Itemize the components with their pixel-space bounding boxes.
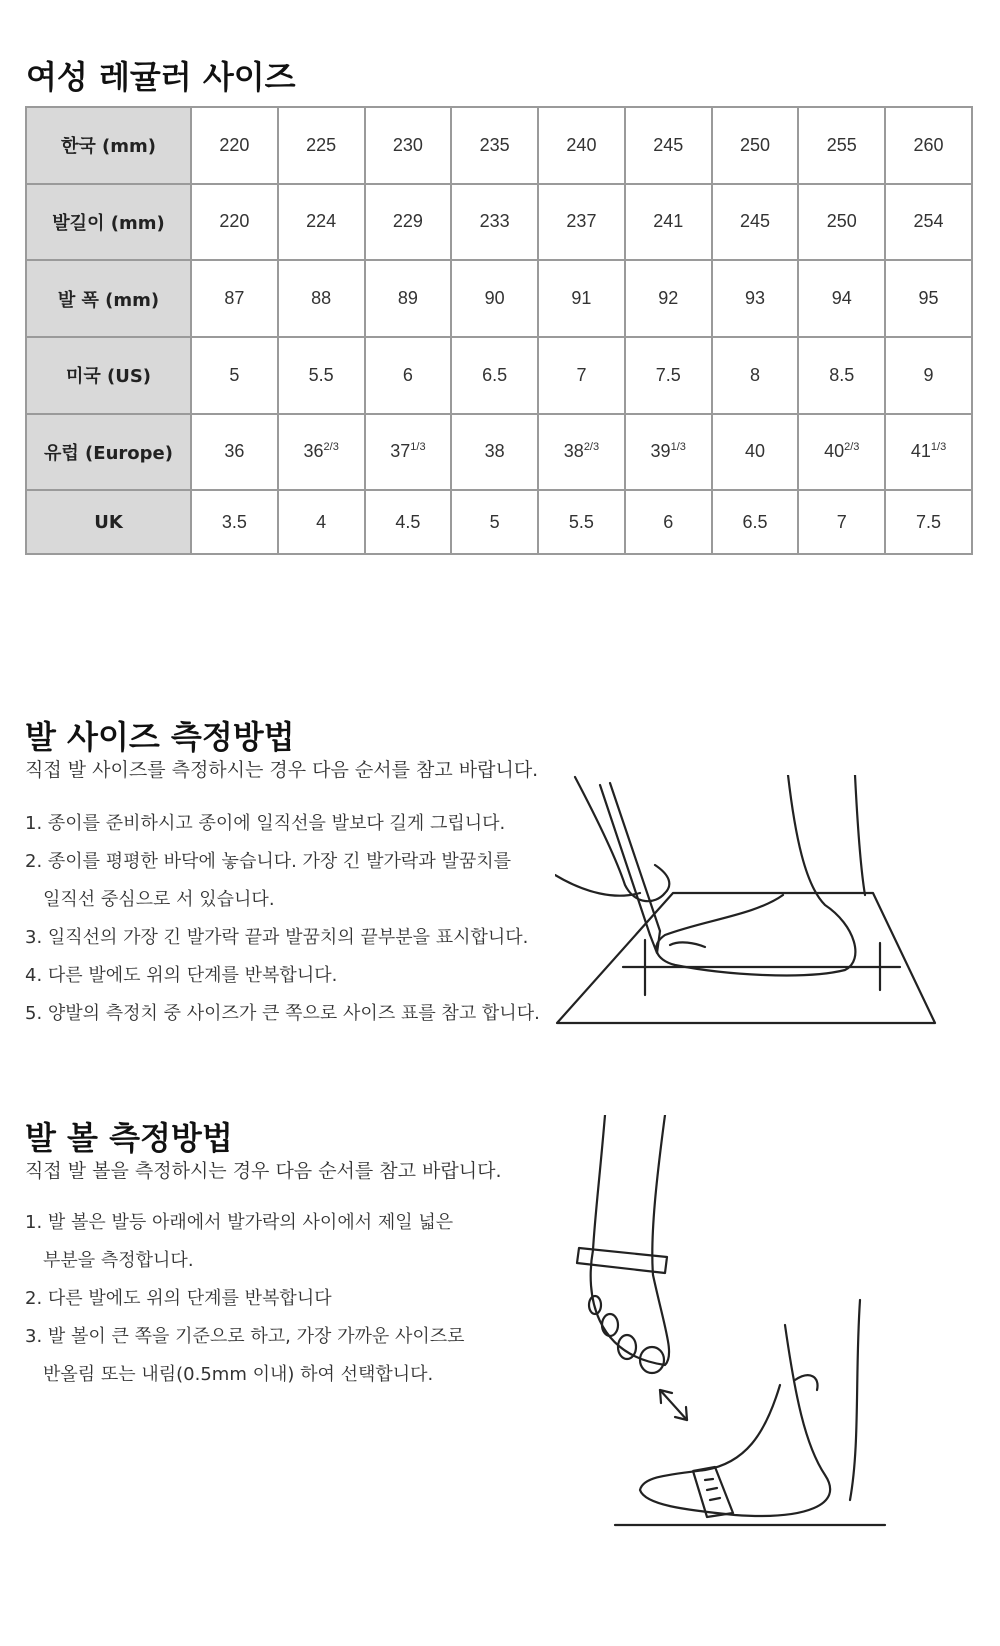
- step-text: 3. 발 볼이 큰 쪽을 기준으로 하고, 가장 가까운 사이즈로: [25, 1326, 465, 1347]
- step-item: [25, 1204, 465, 1280]
- fraction-sup: 2/3: [583, 441, 600, 454]
- row-header: 미국 (US): [26, 337, 191, 414]
- size-cell: 6: [365, 337, 452, 414]
- row-header: 한국 (mm): [26, 107, 191, 184]
- step-text-cont: 반올림 또는 내림(0.5mm 이내) 하여 선택합니다.: [43, 1364, 434, 1385]
- size-cell: 220: [191, 107, 278, 184]
- size-cell: $38^{2/3}$: [538, 414, 625, 491]
- fraction-sup: 1/3: [410, 441, 426, 454]
- size-row: [26, 260, 972, 337]
- size-row: [26, 490, 972, 554]
- size-cell: 230: [365, 107, 452, 184]
- row-header: 발 폭 (mm): [26, 260, 191, 337]
- step-text: 5. 양발의 측정치 중 사이즈가 큰 쪽으로 사이즈 표를 참고 합니다.: [25, 1003, 540, 1024]
- step-item: [25, 919, 540, 957]
- size-cell: 7.5: [885, 490, 972, 554]
- size-cell: 241: [625, 184, 712, 261]
- step-item: [25, 1280, 465, 1318]
- pencil-icon: [600, 785, 650, 935]
- side-tape: [693, 1467, 733, 1517]
- size-cell: 6.5: [451, 337, 538, 414]
- foot-width-illustration: [555, 1115, 935, 1540]
- step-text: 4. 다른 발에도 위의 단계를 반복합니다.: [25, 965, 338, 986]
- size-cell: 40: [712, 414, 799, 491]
- size-cell: 235: [451, 107, 538, 184]
- foot-size-steps: [25, 805, 540, 1033]
- size-cell: 3.5: [191, 490, 278, 554]
- size-cell: 254: [885, 184, 972, 261]
- size-cell: 250: [798, 184, 885, 261]
- size-row: [26, 337, 972, 414]
- size-cell: 4: [278, 490, 365, 554]
- size-cell: $40^{2/3}$: [798, 414, 885, 491]
- size-cell: 220: [191, 184, 278, 261]
- step-item: [25, 1318, 465, 1394]
- size-cell: 245: [625, 107, 712, 184]
- fraction-sup: 2/3: [844, 441, 860, 454]
- size-cell: 95: [885, 260, 972, 337]
- size-cell: 94: [798, 260, 885, 337]
- double-arrow-icon: [660, 1390, 687, 1420]
- step-text: 2. 다른 발에도 위의 단계를 반복합니다: [25, 1288, 332, 1309]
- size-cell: 7: [798, 490, 885, 554]
- size-cell: 9: [885, 337, 972, 414]
- step-text: 2. 종이를 평평한 바닥에 놓습니다. 가장 긴 발가락과 발꿈치를: [25, 851, 511, 872]
- foot-outline: [656, 775, 855, 975]
- step-text: 1. 종이를 준비하시고 종이에 일직선을 발보다 길게 그립니다.: [25, 813, 506, 834]
- size-cell: 233: [451, 184, 538, 261]
- size-cell: 224: [278, 184, 365, 261]
- step-text: 1. 발 볼은 발등 아래에서 발가락의 사이에서 제일 넓은: [25, 1212, 454, 1233]
- foot-size-intro: 직접 발 사이즈를 측정하시는 경우 다음 순서를 참고 바랍니다.: [25, 759, 539, 781]
- size-cell: 89: [365, 260, 452, 337]
- fraction-sup: 1/3: [670, 441, 686, 454]
- size-cell: 93: [712, 260, 799, 337]
- fraction-sup: 1/3: [930, 441, 947, 454]
- size-chart-table: [25, 106, 973, 555]
- step-text: 3. 일직선의 가장 긴 발가락 끝과 발꿈치의 끝부분을 표시합니다.: [25, 927, 529, 948]
- row-header: 발길이 (mm): [26, 184, 191, 261]
- size-cell: 4.5: [365, 490, 452, 554]
- size-cell: 87: [191, 260, 278, 337]
- hand-outline: [575, 777, 669, 901]
- size-cell: 7: [538, 337, 625, 414]
- size-cell: 6.5: [712, 490, 799, 554]
- size-cell: 5.5: [538, 490, 625, 554]
- size-cell: 260: [885, 107, 972, 184]
- step-item: [25, 957, 540, 995]
- size-cell: $36^{2/3}$: [278, 414, 365, 491]
- step-item: [25, 805, 540, 843]
- size-cell: 36: [191, 414, 278, 491]
- row-header: 유럽 (Europe): [26, 414, 191, 491]
- size-row: [26, 414, 972, 491]
- size-cell: 92: [625, 260, 712, 337]
- size-cell: $37^{1/3}$: [365, 414, 452, 491]
- size-chart-title: 여성 레귤러 사이즈: [26, 58, 296, 96]
- fraction-sup: 2/3: [323, 441, 339, 454]
- size-cell: 245: [712, 184, 799, 261]
- foot-size-title: 발 사이즈 측정방법: [25, 718, 295, 756]
- foot-width-title: 발 볼 측정방법: [25, 1119, 233, 1157]
- size-cell: 8: [712, 337, 799, 414]
- size-cell: 88: [278, 260, 365, 337]
- size-cell: 225: [278, 107, 365, 184]
- size-row: [26, 184, 972, 261]
- size-cell: $41^{1/3}$: [885, 414, 972, 491]
- step-item: [25, 843, 540, 919]
- size-cell: 90: [451, 260, 538, 337]
- size-cell: 255: [798, 107, 885, 184]
- step-text-cont: 일직선 중심으로 서 있습니다.: [43, 889, 275, 910]
- size-row: [26, 107, 972, 184]
- size-cell: 250: [712, 107, 799, 184]
- size-cell: 38: [451, 414, 538, 491]
- size-cell: 5: [191, 337, 278, 414]
- step-text-cont: 부분을 측정합니다.: [43, 1250, 194, 1271]
- size-cell: 91: [538, 260, 625, 337]
- size-cell: 5: [451, 490, 538, 554]
- size-cell: 8.5: [798, 337, 885, 414]
- size-cell: 240: [538, 107, 625, 184]
- size-cell: 237: [538, 184, 625, 261]
- step-item: [25, 995, 540, 1033]
- size-cell: 7.5: [625, 337, 712, 414]
- size-cell: 229: [365, 184, 452, 261]
- foot-length-illustration: [555, 775, 965, 1035]
- foot-width-steps: [25, 1204, 465, 1394]
- size-cell: 6: [625, 490, 712, 554]
- size-cell: $39^{1/3}$: [625, 414, 712, 491]
- size-cell: 5.5: [278, 337, 365, 414]
- foot-width-intro: 직접 발 볼을 측정하시는 경우 다음 순서를 참고 바랍니다.: [25, 1160, 502, 1182]
- row-header: UK: [26, 490, 191, 554]
